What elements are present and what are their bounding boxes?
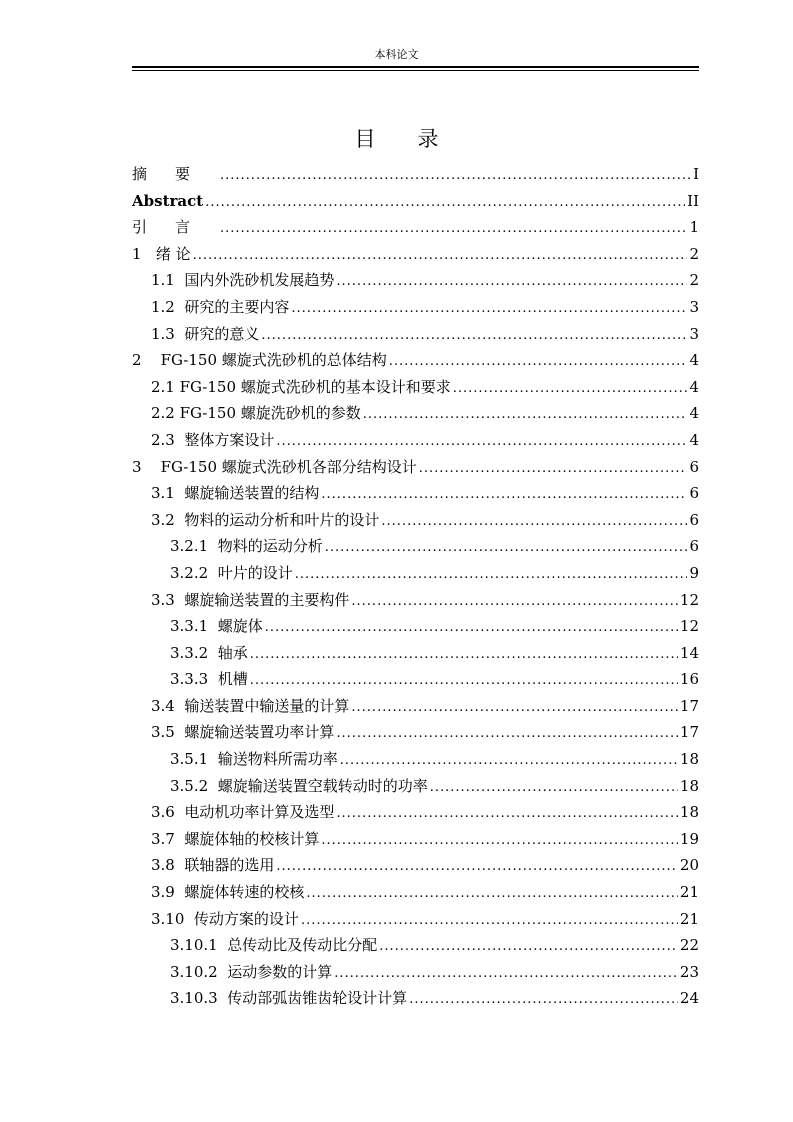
toc-entry-page: 4: [689, 404, 699, 423]
toc-leader-dots: [220, 216, 687, 241]
toc-entry-label: 3.2.2 叶片的设计: [170, 563, 293, 582]
toc-entry-label: 3.2.1 物料的运动分析: [170, 537, 323, 556]
toc-leader-dots: [205, 190, 685, 215]
toc-entry-label: 3.5.1 输送物料所需功率: [170, 750, 338, 769]
toc-entry-label: 引言: [132, 218, 219, 237]
toc-entry-label: 3.3.2 轴承: [170, 643, 248, 662]
toc-entry-3-1[interactable]: [132, 480, 699, 507]
toc-entry-label: 2.3 整体方案设计: [151, 430, 275, 449]
toc-entry-abstract-cn[interactable]: [132, 161, 699, 188]
toc-leader-dots: [381, 509, 687, 534]
toc-entry-label: 3.3.1 螺旋体: [170, 617, 263, 636]
toc-entry-label: 2.2 FG-150 螺旋洗砂机的参数: [151, 404, 361, 423]
toc-entry-3-2-1[interactable]: [132, 533, 699, 560]
toc-entry-3-6[interactable]: [132, 799, 699, 826]
toc-entry-3-5[interactable]: [132, 719, 699, 746]
toc-entry-page: 18: [679, 750, 699, 769]
toc-entry-label: 3.5 螺旋输送装置功率计算: [151, 723, 335, 742]
toc-entry-page: 21: [679, 883, 699, 902]
toc-entry-1-2[interactable]: [132, 294, 699, 321]
toc-leader-dots: [291, 296, 687, 321]
header-rule-thick: [132, 66, 699, 68]
toc-entry-label: 3.1 螺旋输送装置的结构: [151, 484, 320, 503]
toc-entry-page: 22: [679, 936, 699, 955]
toc-entry-page: I: [693, 165, 699, 183]
toc-entry-3-3-2[interactable]: [132, 640, 699, 667]
toc-entry-label: 3.2 物料的运动分析和叶片的设计: [151, 510, 380, 529]
toc-entry-label: 3.5.2 螺旋输送装置空载转动时的功率: [170, 776, 428, 795]
toc-entry-page: 23: [679, 962, 699, 981]
toc-leader-dots: [193, 243, 688, 268]
toc-entry-3-2[interactable]: [132, 507, 699, 534]
toc-entry-label: 1.2 研究的主要内容: [151, 297, 290, 316]
toc-entry-page: 4: [689, 430, 699, 449]
toc-entry-label: 3.9 螺旋体转速的校核: [151, 883, 305, 902]
header-rule-thin: [132, 70, 699, 71]
toc-entry-label: 3.6 电动机功率计算及选型: [151, 803, 335, 822]
toc-leader-dots: [351, 695, 678, 720]
toc-entry-label: 2.1 FG-150 螺旋式洗砂机的基本设计和要求: [151, 377, 451, 396]
toc-entry-page: 18: [679, 776, 699, 795]
toc-leader-dots: [265, 615, 678, 640]
toc-leader-dots: [250, 668, 678, 693]
toc-entry-page: 12: [679, 617, 699, 636]
toc-leader-dots: [261, 323, 687, 348]
toc-leader-dots: [409, 987, 678, 1012]
toc-entry-label: 3.10.3 传动部弧齿锥齿轮设计计算: [170, 989, 408, 1008]
toc-entry-1-1[interactable]: [132, 267, 699, 294]
toc-entry-label: 1 绪 论: [132, 244, 191, 263]
toc-entry-label: 1.3 研究的意义: [151, 324, 260, 343]
toc-entry-page: 16: [679, 670, 699, 689]
toc-leader-dots: [430, 775, 678, 800]
toc-leader-dots: [419, 456, 688, 481]
toc-entry-3-9[interactable]: [132, 879, 699, 906]
toc-leader-dots: [276, 429, 687, 454]
toc-entry-3-10-2[interactable]: [132, 959, 699, 986]
toc-entry-page: 6: [689, 537, 699, 556]
toc-entry-3-10-1[interactable]: [132, 932, 699, 959]
toc-entry-3-5-1[interactable]: [132, 746, 699, 773]
toc-entry-label: 3.8 联轴器的选用: [151, 856, 275, 875]
toc-leader-dots: [336, 801, 678, 826]
toc-leader-dots: [336, 721, 678, 746]
toc-entry-label: 2 FG-150 螺旋式洗砂机的总体结构: [132, 351, 387, 370]
toc-entry-3-3-3[interactable]: [132, 666, 699, 693]
toc-leader-dots: [220, 163, 691, 188]
toc-entry-3-8[interactable]: [132, 852, 699, 879]
toc-entry-3-2-2[interactable]: [132, 560, 699, 587]
toc-title: 目录: [354, 127, 481, 151]
running-header: 本科论文: [374, 48, 419, 61]
toc-leader-dots: [321, 828, 678, 853]
toc-entry-3-10-3[interactable]: [132, 985, 699, 1012]
toc-entry-label: 3 FG-150 螺旋式洗砂机各部分结构设计: [132, 457, 417, 476]
toc-entry-page: 6: [689, 457, 699, 476]
toc-entry-label: 3.3.3 机槽: [170, 670, 248, 689]
toc-entry-page: 6: [689, 484, 699, 503]
toc-entry-page: 2: [689, 271, 699, 290]
toc-leader-dots: [363, 402, 688, 427]
toc-leader-dots: [453, 376, 688, 401]
toc-entry-2-1[interactable]: [132, 374, 699, 401]
toc-leader-dots: [336, 269, 687, 294]
toc-entry-page: 1: [689, 218, 699, 237]
toc-entry-page: 6: [689, 510, 699, 529]
toc-entry-label: 3.7 螺旋体轴的校核计算: [151, 829, 320, 848]
toc-leader-dots: [379, 934, 678, 959]
toc-entry-3-3-1[interactable]: [132, 613, 699, 640]
toc-entry-3-5-2[interactable]: [132, 773, 699, 800]
toc-leader-dots: [306, 881, 678, 906]
table-of-contents: [132, 161, 699, 1012]
toc-entry-label: 3.10 传动方案的设计: [151, 909, 299, 928]
toc-entry-page: 9: [689, 563, 699, 582]
toc-entry-3-4[interactable]: [132, 693, 699, 720]
toc-entry-page: 3: [689, 297, 699, 316]
toc-entry-label: 3.10.1 总传动比及传动比分配: [170, 936, 378, 955]
toc-leader-dots: [334, 961, 678, 986]
toc-leader-dots: [351, 589, 678, 614]
toc-entry-page: 12: [679, 590, 699, 609]
toc-entry-page: 17: [679, 696, 699, 715]
toc-entry-page: 24: [679, 989, 699, 1008]
toc-entry-page: 14: [679, 643, 699, 662]
toc-leader-dots: [321, 482, 687, 507]
toc-entry-introduction[interactable]: [132, 214, 699, 241]
toc-entry-2-2[interactable]: [132, 400, 699, 427]
toc-entry-page: 4: [689, 377, 699, 396]
toc-entry-page: 21: [679, 909, 699, 928]
toc-entry-chapter-2[interactable]: [132, 347, 699, 374]
toc-entry-abstract-en[interactable]: [132, 188, 699, 215]
toc-leader-dots: [276, 854, 678, 879]
toc-entry-page: 17: [679, 723, 699, 742]
toc-leader-dots: [295, 562, 688, 587]
toc-entry-label: Abstract: [132, 191, 204, 210]
toc-entry-chapter-3[interactable]: [132, 454, 699, 481]
toc-leader-dots: [301, 908, 678, 933]
toc-entry-3-7[interactable]: [132, 826, 699, 853]
toc-entry-label: 3.3 螺旋输送装置的主要构件: [151, 590, 350, 609]
toc-leader-dots: [325, 535, 688, 560]
toc-leader-dots: [340, 748, 678, 773]
toc-entry-3-10[interactable]: [132, 906, 699, 933]
toc-entry-chapter-1[interactable]: [132, 241, 699, 268]
toc-leader-dots: [389, 349, 688, 374]
toc-entry-page: 3: [689, 324, 699, 343]
toc-entry-page: 4: [689, 351, 699, 370]
toc-entry-label: 3.4 输送装置中输送量的计算: [151, 696, 350, 715]
toc-entry-label: 1.1 国内外洗砂机发展趋势: [151, 271, 335, 290]
toc-leader-dots: [250, 642, 678, 667]
toc-entry-page: II: [687, 191, 699, 210]
toc-entry-label: 摘要: [132, 165, 219, 183]
toc-entry-page: 19: [679, 829, 699, 848]
toc-entry-page: 2: [689, 244, 699, 263]
toc-entry-1-3[interactable]: [132, 321, 699, 348]
toc-entry-page: 18: [679, 803, 699, 822]
toc-entry-page: 20: [679, 856, 699, 875]
toc-entry-2-3[interactable]: [132, 427, 699, 454]
toc-entry-3-3[interactable]: [132, 587, 699, 614]
toc-entry-label: 3.10.2 运动参数的计算: [170, 962, 333, 981]
